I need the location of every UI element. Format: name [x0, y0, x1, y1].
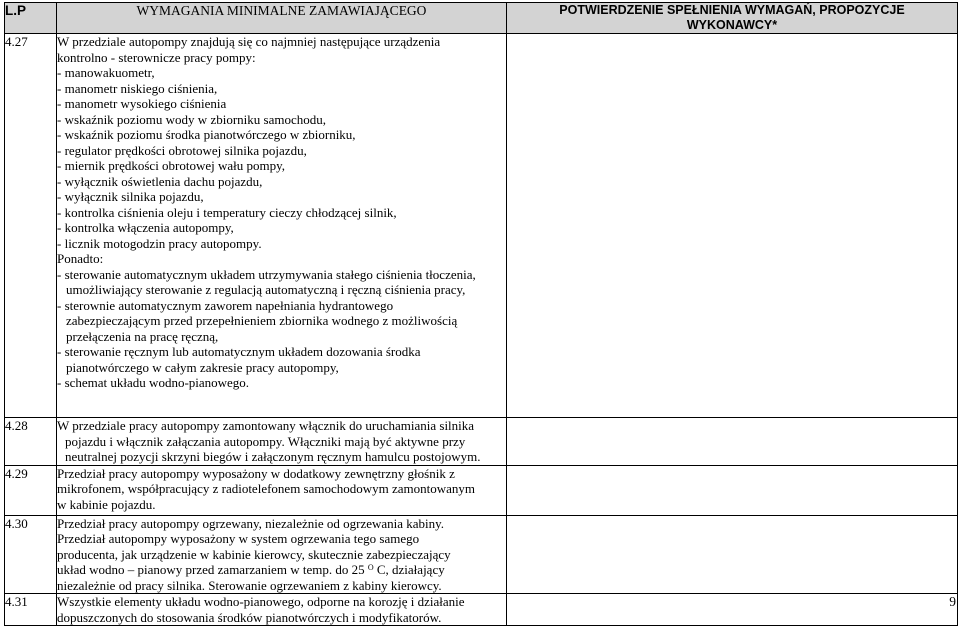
confirmation-cell[interactable] — [507, 465, 958, 515]
confirmation-cell[interactable] — [507, 594, 958, 626]
text-line: niezależnie od pracy silnika. Sterowanie ogrzewaniem z kabiny kierowcy. — [57, 577, 442, 593]
table-row — [5, 34, 958, 418]
text-line: - miernik prędkości obrotowej wału pompy, — [57, 158, 286, 173]
text-line: pojazdu i włącznik załączania autopompy. Włączniki mają być aktywne przy — [65, 433, 466, 449]
text-line: - schemat układu wodno-pianowego. — [57, 375, 250, 390]
table-row — [5, 515, 958, 594]
text-line: - wyłącznik oświetlenia dachu pojazdu, — [57, 173, 263, 189]
text-line: - wskaźnik poziomu środka pianotwórczego w zbiorniku, — [57, 127, 356, 142]
text-line: Ponadto: — [57, 251, 104, 266]
header-confirmation-line1: POTWIERDZENIE SPEŁNIENIA WYMAGAŃ, PROPOZYCJE — [559, 3, 905, 17]
table-row — [5, 465, 958, 515]
text-line: Wszystkie elementy układu wodno-pianowego, odporne na korozję i działanie — [57, 594, 465, 609]
requirement-text — [57, 34, 507, 418]
confirmation-cell[interactable] — [507, 34, 958, 418]
requirements-table — [4, 2, 958, 626]
header-confirmation — [507, 3, 958, 34]
requirement-text — [57, 418, 507, 466]
text-line: - sterowanie automatycznym układem utrzymywania stałego ciśnienia tłoczenia, — [57, 266, 476, 282]
text-line: kontrolno - sterownicze pracy pompy: — [57, 49, 256, 65]
temp-tail: C, działający — [373, 562, 445, 577]
row-number: 4.29 — [5, 465, 57, 515]
text-line: Przedział pracy autopompy ogrzewany, niezależnie od ogrzewania kabiny. — [57, 515, 445, 531]
table-header-row — [5, 3, 958, 34]
row-number: 4.31 — [5, 594, 57, 626]
text-line: W przedziale autopompy znajdują się co najmniej następujące urządzenia — [57, 34, 441, 49]
requirement-text — [57, 515, 507, 594]
text-line: - sterowanie ręcznym lub automatycznym układem dozowania środka — [57, 344, 421, 359]
degree-superscript: O — [367, 563, 374, 572]
text-line: producenta, jak urządzenie w kabinie kierowcy, skutecznie zabezpieczający — [57, 546, 451, 562]
text-line — [57, 562, 506, 578]
text-line: - sterownie automatycznym zaworem napełniania hydrantowego — [57, 297, 394, 313]
confirmation-cell[interactable] — [507, 418, 958, 466]
table-row — [5, 594, 958, 626]
text-line: - wyłącznik silnika pojazdu, — [57, 189, 204, 204]
text-line: Przedział pracy autopompy wyposażony w dodatkowy zewnętrzny głośnik z — [57, 465, 455, 481]
text-line: dopuszczonych do stosowania środków pianotwórczych i modyfikatorów. — [57, 609, 442, 625]
header-requirements: WYMAGANIA MINIMALNE ZAMAWIAJĄCEGO — [57, 3, 507, 34]
row-number: 4.28 — [5, 418, 57, 466]
text-line: - manometr niskiego ciśnienia, — [57, 80, 218, 96]
confirmation-cell[interactable] — [507, 515, 958, 594]
text-line: - kontrolka ciśnienia oleju i temperatury cieczy chłodzącej silnik, — [57, 204, 397, 220]
text-line: - kontrolka włączenia autopompy, — [57, 220, 234, 235]
requirement-text — [57, 465, 507, 515]
table-row — [5, 418, 958, 466]
text-line: W przedziale pracy autopompy zamontowany włącznik do uruchamiania silnika — [57, 418, 475, 433]
text-line: Przedział autopompy wyposażony w system ogrzewania tego samego — [57, 531, 420, 546]
row-number: 4.27 — [5, 34, 57, 418]
text-line: umożliwiający sterowanie z regulacją automatyczną i ręczną ciśnienia pracy, — [66, 282, 466, 297]
header-lp: L.P — [5, 3, 57, 34]
text-line: - manometr wysokiego ciśnienia — [57, 96, 227, 111]
text-line: - licznik motogodzin pracy autopompy. — [57, 235, 262, 251]
text-line: - regulator prędkości obrotowej silnika pojazdu, — [57, 142, 307, 158]
page-number: 9 — [949, 594, 956, 609]
header-confirmation-line2: WYKONAWCY* — [686, 18, 778, 32]
text-line: zabezpieczającym przed przepełnieniem zbiornika wodnego z możliwością — [66, 313, 458, 328]
requirement-text — [57, 594, 507, 626]
text-line: neutralnej pozycji skrzyni biegów i załączonym ręcznym hamulcu postojowym. — [65, 449, 481, 464]
temp-text: układ wodno – pianowy przed zamarzaniem w temp. do 25 — [57, 562, 368, 577]
text-line: - manowakuometr, — [57, 65, 155, 80]
text-line: w kabinie pojazdu. — [57, 496, 156, 512]
text-line: pianotwórczego w całym zakresie pracy autopompy, — [66, 359, 339, 375]
text-line: przełączenia na pracę ręczną, — [66, 328, 219, 344]
text-line: mikrofonem, współpracujący z radiotelefonem samochodowym zamontowanym — [57, 481, 476, 496]
text-line: - wskaźnik poziomu wody w zbiorniku samochodu, — [57, 111, 326, 127]
row-number: 4.30 — [5, 515, 57, 594]
